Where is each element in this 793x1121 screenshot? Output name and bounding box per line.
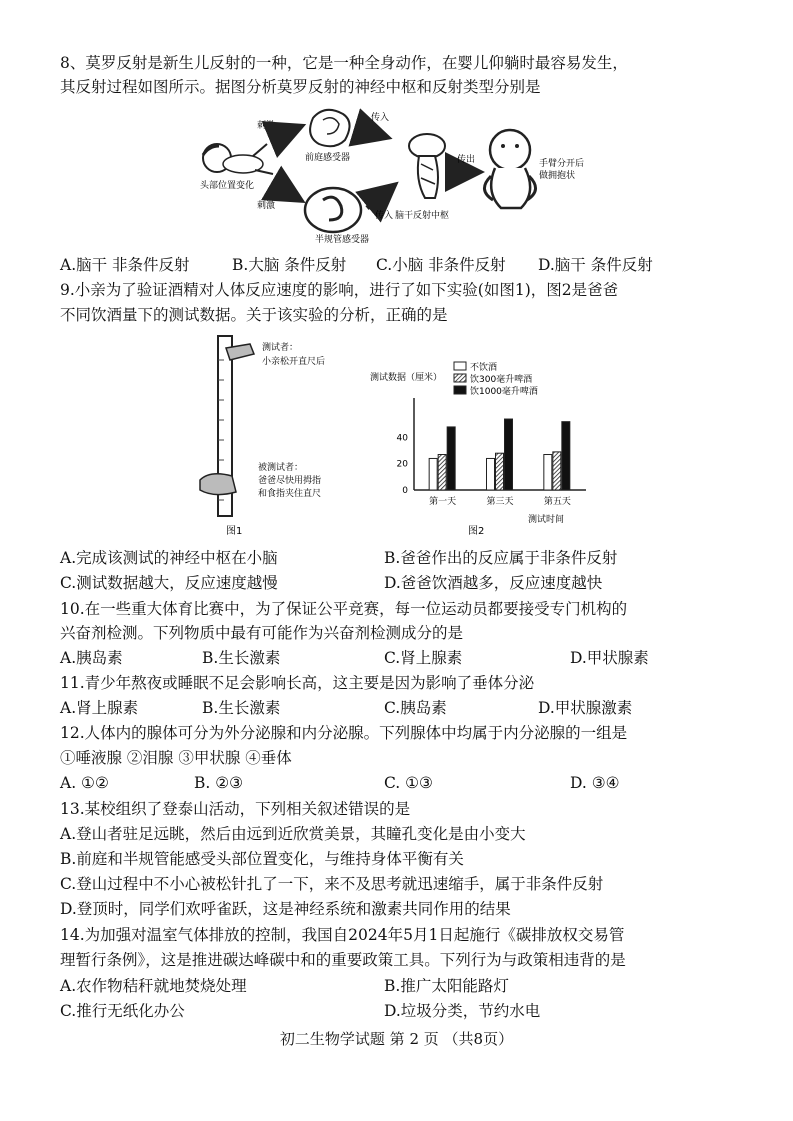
head-change-label: 头部位置变化 — [200, 181, 255, 191]
stimulus-label-bottom: 刺激 — [257, 201, 276, 211]
q11-option-b[interactable]: B.生长激素 — [202, 699, 281, 717]
q9-option-b[interactable]: B.爸爸作出的反应属于非条件反射 — [384, 549, 618, 567]
legend-label-0: 不饮酒 — [470, 363, 498, 373]
q14-option-b[interactable]: B.推广太阳能路灯 — [384, 977, 509, 995]
q14-stem-line2: 理暂行条例》，这是推进碳达峰碳中和的重要政策工具。下列行为与政策相违背的是 — [60, 951, 626, 969]
q13-stem-line1: 13.某校组织了登泰山活动，下列相关叙述错误的是 — [60, 800, 411, 818]
q13-option-b[interactable]: B.前庭和半规管能感受头部位置变化，与维持身体平衡有关 — [60, 850, 464, 868]
q8-option-b[interactable]: B.大脑 条件反射 — [232, 256, 347, 274]
q10-option-d[interactable]: D.甲状腺素 — [570, 649, 649, 667]
bar-0-1 — [438, 455, 446, 490]
q13-option-c[interactable]: C.登山过程中不小心被松针扎了一下，来不及思考就迅速缩手，属于非条件反射 — [60, 875, 604, 893]
q9-option-c[interactable]: C.测试数据越大，反应速度越慢 — [60, 574, 278, 592]
baby-illustration — [203, 144, 273, 174]
q10-option-c[interactable]: C.肾上腺素 — [384, 649, 463, 667]
page-footer: 初二生物学试题 第 2 页 （共8页） — [279, 1030, 514, 1048]
legend-swatch-2 — [454, 386, 466, 394]
figure1-caption: 图1 — [226, 526, 243, 537]
testee-label-line3: 和食指夹住直尺 — [258, 489, 322, 499]
q14-option-c[interactable]: C.推行无纸化办公 — [60, 1002, 185, 1020]
q8-option-a[interactable]: A.脑干 非条件反射 — [60, 256, 190, 274]
q9-stem-line2: 不同饮酒量下的测试数据。关于该实验的分析，正确的是 — [60, 306, 448, 324]
bar-2-1 — [553, 452, 561, 490]
testee-label-line1: 被测试者： — [258, 463, 304, 473]
semicircular-canal-illustration — [305, 188, 361, 232]
tester-label-line1: 测试者： — [262, 343, 299, 353]
legend-label-2: 饮1000毫升啤酒 — [470, 387, 538, 397]
q11-option-d[interactable]: D.甲状腺激素 — [538, 699, 633, 717]
q14-option-d[interactable]: D.垃圾分类，节约水电 — [384, 1002, 541, 1020]
bar-0-2 — [447, 427, 455, 490]
testee-label-line2: 爸爸尽快用拇指 — [258, 476, 322, 486]
q12-option-c[interactable]: C. ①③ — [384, 774, 433, 792]
q14-stem-line1: 14.为加强对温室气体排放的控制，我国自2024年5月1日起施行《碳排放权交易管 — [60, 926, 625, 944]
q8-stem-line2: 其反射过程如图所示。据图分析莫罗反射的神经中枢和反射类型分别是 — [60, 78, 541, 96]
q13-option-a[interactable]: A.登山者驻足远眺，然后由远到近欣赏美景，其瞳孔变化是由小变大 — [60, 825, 526, 843]
y-tick-label-0: 0 — [402, 486, 408, 496]
q10-option-b[interactable]: B.生长激素 — [202, 649, 281, 667]
q13-option-d[interactable]: D.登顶时，同学们欢呼雀跃，这是神经系统和激素共同作用的结果 — [60, 900, 511, 918]
stimulus-label-top: 刺激 — [257, 121, 276, 131]
chart-xlabel: 测试时间 — [528, 515, 565, 525]
baby-hugging-illustration — [484, 130, 535, 208]
efferent-label: 传出 — [457, 155, 476, 165]
q8-reflex-diagram — [195, 100, 595, 250]
q10-stem-line2: 兴奋剂检测。下列物质中最有可能作为兴奋剂检测成分的是 — [60, 624, 464, 642]
q12-stem-line1: 12.人体内的腺体可分为外分泌腺和内分泌腺。下列腺体中均属于内分泌腺的一组是 — [60, 724, 628, 742]
y-tick-label-2: 40 — [396, 433, 408, 444]
q10-stem-line1: 10.在一些重大体育比赛中，为了保证公平竞赛，每一位运动员都要接受专门机构的 — [60, 600, 628, 618]
bar-1-1 — [496, 453, 504, 490]
legend-swatch-1 — [454, 374, 466, 382]
figure2-caption: 图2 — [468, 526, 485, 537]
q12-option-d[interactable]: D. ③④ — [570, 774, 620, 792]
afferent-label-bottom: 传入 — [375, 211, 394, 221]
bar-1-2 — [505, 419, 513, 490]
bar-2-0 — [544, 455, 552, 490]
q12-option-b[interactable]: B. ②③ — [194, 774, 244, 792]
center-label: 脑干反射中枢 — [395, 211, 450, 221]
x-tick-label-0: 第一天 — [429, 497, 457, 507]
q10-option-a[interactable]: A.胰岛素 — [60, 649, 123, 667]
x-tick-label-1: 第三天 — [486, 497, 514, 507]
q8-option-c[interactable]: C.小脑 非条件反射 — [376, 256, 506, 274]
bar-2-2 — [562, 422, 570, 490]
bar-1-0 — [487, 458, 495, 490]
result-label-line1: 手臂分开后 — [539, 159, 585, 169]
q12-option-a[interactable]: A. ①② — [60, 774, 109, 792]
q9-figure1-ruler — [190, 330, 340, 540]
legend-label-1: 饮300毫升啤酒 — [470, 375, 533, 385]
afferent-label-top: 传入 — [371, 113, 390, 123]
vestibule-label: 前庭感受器 — [305, 153, 351, 163]
bar-0-0 — [429, 458, 437, 490]
brainstem-illustration — [409, 134, 445, 198]
legend-swatch-0 — [454, 362, 466, 370]
tester-label-line2: 小亲松开直尺后 — [262, 357, 326, 367]
q12-stem-line2: ①唾液腺 ②泪腺 ③甲状腺 ④垂体 — [60, 749, 292, 767]
x-tick-label-2: 第五天 — [543, 497, 571, 507]
canal-label: 半规管感受器 — [315, 235, 370, 245]
q11-option-c[interactable]: C.胰岛素 — [384, 699, 447, 717]
q11-option-a[interactable]: A.肾上腺素 — [60, 699, 139, 717]
q11-stem-line1: 11.青少年熬夜或睡眠不足会影响长高，这主要是因为影响了垂体分泌 — [60, 674, 535, 692]
q9-stem-line1: 9.小亲为了验证酒精对人体反应速度的影响，进行了如下实验(如图1)，图2是爸爸 — [60, 281, 619, 299]
vestibule-organ-illustration — [310, 110, 349, 146]
q14-option-a[interactable]: A.农作物秸秆就地焚烧处理 — [60, 977, 247, 995]
chart-ylabel: 测试数据（厘米） — [370, 373, 443, 383]
q8-stem-line1: 8、莫罗反射是新生儿反射的一种，它是一种全身动作，在婴儿仰躺时最容易发生， — [60, 54, 628, 72]
result-label-line2: 做拥抱状 — [539, 171, 576, 181]
q9-figure2-bar-chart — [368, 358, 598, 538]
q8-option-d[interactable]: D.脑干 条件反射 — [538, 256, 653, 274]
q9-option-d[interactable]: D.爸爸饮酒越多，反应速度越快 — [384, 574, 603, 592]
y-tick-label-1: 20 — [396, 459, 408, 470]
q9-option-a[interactable]: A.完成该测试的神经中枢在小脑 — [60, 549, 278, 567]
